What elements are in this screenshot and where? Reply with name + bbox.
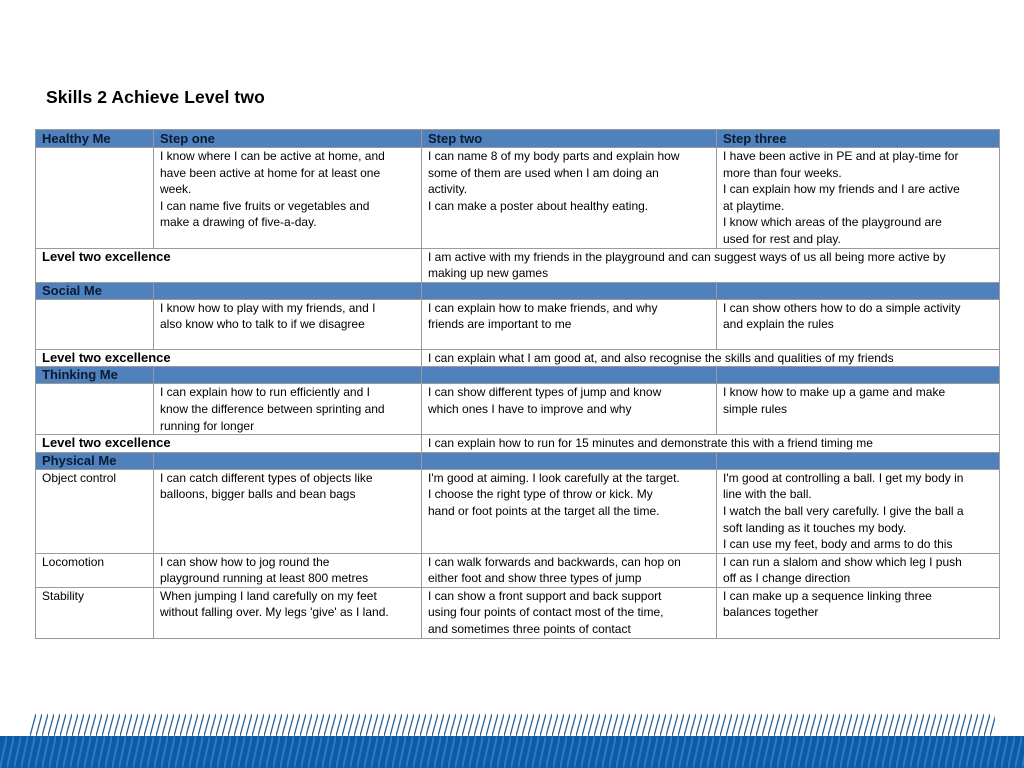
cell-line: simple rules xyxy=(723,401,788,416)
row-label-object-control: Object control xyxy=(36,469,154,553)
cell-line: I can explain how to run efficiently and I xyxy=(160,385,370,400)
page-title: Skills 2 Achieve Level two xyxy=(46,87,265,107)
excellence-label: Level two excellence xyxy=(36,435,422,453)
cell-line: I watch the ball very carefully. I give the ball a xyxy=(723,503,964,518)
header-healthy-me: Healthy Me xyxy=(36,130,154,148)
object-control-step-two xyxy=(422,469,717,553)
social-step-two xyxy=(422,299,717,349)
section-fill xyxy=(154,452,422,469)
locomotion-step-three xyxy=(717,553,1000,587)
section-thinking-me: Thinking Me xyxy=(36,367,154,384)
social-step-three xyxy=(717,299,1000,349)
cell-line: some of them are used when I am doing an xyxy=(428,165,659,180)
cell-line: I can explain how to make friends, and why xyxy=(428,300,658,315)
row-label-locomotion: Locomotion xyxy=(36,553,154,587)
row-label-empty xyxy=(36,299,154,349)
header-step-three: Step three xyxy=(717,130,1000,148)
stability-step-two xyxy=(422,587,717,638)
locomotion-step-two xyxy=(422,553,717,587)
cell-line: also know who to talk to if we disagree xyxy=(160,317,365,332)
cell-line: I can explain how to run for 15 minutes and demonstrate this with a friend timing me xyxy=(428,436,873,451)
section-fill xyxy=(154,282,422,299)
section-fill xyxy=(422,282,717,299)
excellence-text xyxy=(422,435,1000,453)
table-row xyxy=(36,384,1000,435)
cell-line: I can make up a sequence linking three xyxy=(723,588,932,603)
cell-line: I can name five fruits or vegetables and xyxy=(160,198,370,213)
cell-line: off as I change direction xyxy=(723,571,851,586)
excellence-row xyxy=(36,349,1000,367)
cell-line: I choose the right type of throw or kick. My xyxy=(428,487,653,502)
cell-line: I know which areas of the playground are xyxy=(723,215,942,230)
cell-line: I can explain what I am good at, and also recognise the skills and qualities of my friends xyxy=(428,350,894,365)
table-row xyxy=(36,469,1000,553)
healthy-step-one xyxy=(154,148,422,249)
cell-line: I can show different types of jump and know xyxy=(428,385,662,400)
cell-line: hand or foot points at the target all the time. xyxy=(428,503,660,518)
cell-line: line with the ball. xyxy=(723,487,812,502)
cell-line: week. xyxy=(160,182,192,197)
cell-line: activity. xyxy=(428,182,468,197)
thinking-step-three xyxy=(717,384,1000,435)
excellence-text xyxy=(422,349,1000,367)
cell-line: I can walk forwards and backwards, can hop on xyxy=(428,554,681,569)
decorative-hatch xyxy=(30,714,995,736)
cell-line: making up new games xyxy=(428,266,549,281)
excellence-label: Level two excellence xyxy=(36,349,422,367)
table-row xyxy=(36,587,1000,638)
header-step-two: Step two xyxy=(422,130,717,148)
social-step-one xyxy=(154,299,422,349)
locomotion-step-one xyxy=(154,553,422,587)
object-control-step-three xyxy=(717,469,1000,553)
section-fill xyxy=(422,367,717,384)
cell-line: I can make a poster about healthy eating. xyxy=(428,198,649,213)
skills-table xyxy=(35,129,1000,639)
cell-line: I'm good at controlling a ball. I get my body in xyxy=(723,470,964,485)
cell-line: I can catch different types of objects like xyxy=(160,470,373,485)
cell-line: playground running at least 800 metres xyxy=(160,571,369,586)
healthy-step-three xyxy=(717,148,1000,249)
cell-line: and explain the rules xyxy=(723,317,834,332)
cell-line: make a drawing of five-a-day. xyxy=(160,215,317,230)
cell-line: I know how to make up a game and make xyxy=(723,385,946,400)
cell-line: either foot and show three types of jump xyxy=(428,571,642,586)
section-physical-me: Physical Me xyxy=(36,452,154,469)
section-fill xyxy=(717,452,1000,469)
cell-line: which ones I have to improve and why xyxy=(428,401,632,416)
cell-line: I can explain how my friends and I are active xyxy=(723,182,960,197)
cell-line: using four points of contact most of the time, xyxy=(428,605,664,620)
excellence-text xyxy=(422,248,1000,282)
row-label-empty xyxy=(36,148,154,249)
cell-line: more than four weeks. xyxy=(723,165,842,180)
thinking-step-one xyxy=(154,384,422,435)
section-fill xyxy=(717,367,1000,384)
cell-line: I am active with my friends in the playground and can suggest ways of us all being more active by xyxy=(428,249,946,264)
cell-line: know the difference between sprinting and xyxy=(160,401,385,416)
excellence-row xyxy=(36,435,1000,453)
section-row xyxy=(36,367,1000,384)
stability-step-one xyxy=(154,587,422,638)
cell-line: balances together xyxy=(723,605,819,620)
section-fill xyxy=(154,367,422,384)
footer-band xyxy=(0,736,1024,768)
cell-line: I can show a front support and back support xyxy=(428,588,662,603)
table-row xyxy=(36,553,1000,587)
cell-line: soft landing as it touches my body. xyxy=(723,520,907,535)
cell-line: have been active at home for at least one xyxy=(160,165,381,180)
cell-line: balloons, bigger balls and bean bags xyxy=(160,487,356,502)
cell-line: I can use my feet, body and arms to do this xyxy=(723,537,953,552)
cell-line: I know where I can be active at home, and xyxy=(160,149,385,163)
section-social-me: Social Me xyxy=(36,282,154,299)
cell-line: I can show how to jog round the xyxy=(160,554,330,569)
cell-line: I can name 8 of my body parts and explain how xyxy=(428,149,680,163)
thinking-step-two xyxy=(422,384,717,435)
stability-step-three xyxy=(717,587,1000,638)
cell-line: I can show others how to do a simple activity xyxy=(723,300,961,315)
cell-line: I'm good at aiming. I look carefully at the target. xyxy=(428,470,680,485)
row-label-stability: Stability xyxy=(36,587,154,638)
cell-line: without falling over. My legs 'give' as I land. xyxy=(160,605,389,620)
cell-line: used for rest and play. xyxy=(723,231,841,246)
header-step-one: Step one xyxy=(154,130,422,148)
section-fill xyxy=(717,282,1000,299)
header-row xyxy=(36,130,1000,148)
object-control-step-one xyxy=(154,469,422,553)
section-row xyxy=(36,452,1000,469)
section-row xyxy=(36,282,1000,299)
excellence-row xyxy=(36,248,1000,282)
cell-line: I know how to play with my friends, and I xyxy=(160,300,376,315)
cell-line: running for longer xyxy=(160,418,255,433)
excellence-label: Level two excellence xyxy=(36,248,422,282)
table-row xyxy=(36,148,1000,249)
healthy-step-two xyxy=(422,148,717,249)
row-label-empty xyxy=(36,384,154,435)
table-row xyxy=(36,299,1000,349)
cell-line: friends are important to me xyxy=(428,317,572,332)
cell-line: and sometimes three points of contact xyxy=(428,622,631,637)
cell-line: I can run a slalom and show which leg I push xyxy=(723,554,962,569)
cell-line: at playtime. xyxy=(723,198,785,213)
section-fill xyxy=(422,452,717,469)
cell-line: When jumping I land carefully on my feet xyxy=(160,588,377,603)
cell-line: I have been active in PE and at play-time for xyxy=(723,149,959,163)
